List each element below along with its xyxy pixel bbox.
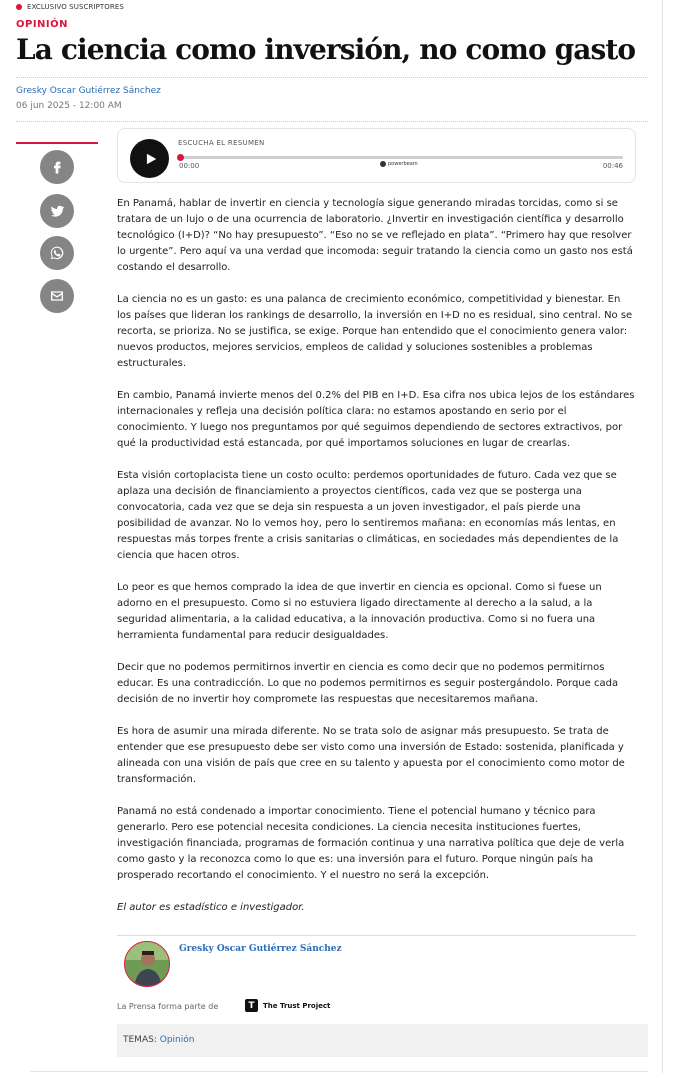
exclusive-dot-icon — [16, 4, 22, 10]
article-paragraph: Panamá no está condenado a importar conocimiento. Tiene el potencial humano y técnico para generarlo. Pero ese potencial necesita condiciones. La ciencia necesita instituciones fuertes, investigación financiada, programas de formación continua y una narrativa política que deje de verla como gasto y la reconozca como lo que es: una inversión para el futuro. Porque ningún país ha prosperado recortando el conocimiento. Y el nuestro no será la excepción. — [117, 806, 625, 881]
tags-bar — [117, 1024, 648, 1057]
trust-project-label: The Trust Project — [263, 1001, 331, 1010]
share-facebook-button[interactable] — [40, 150, 74, 184]
article-paragraph: Decir que no podemos permitirnos invertir en ciencia es como decir que no podemos permitirnos educar. Es una contradicción. Lo que no podemos permitirnos es seguir postergándolo. Porque cada decisión de no invertir hoy compromete las respuestas que necesitaremos mañana. — [117, 662, 619, 705]
divider — [16, 77, 648, 78]
progress-bar[interactable] — [180, 156, 623, 159]
author-avatar[interactable] — [124, 941, 170, 987]
time-current: 00:00 — [179, 162, 200, 170]
section-label[interactable]: OPINIÓN — [16, 19, 69, 30]
progress-knob[interactable] — [177, 154, 184, 161]
author-box-name[interactable]: Gresky Oscar Gutiérrez Sánchez — [179, 944, 342, 954]
powerbeam-label: powerbeam — [388, 161, 418, 167]
article-paragraph: Esta visión cortoplacista tiene un costo oculto: perdemos oportunidades de futuro. Cada vez que se aplaza una decisión de financiamiento a proyectos científicos, cada vez que se posterga una convocatoria, cada vez que se deja sin respuesta a un joven investigador, el país pierde una posibilidad de avanzar. No lo vemos hoy, pero lo sentiremos mañana: en economías más lentas, en respuestas más torpes frente a crisis sanitarias o climáticas, en sociedades más dependientes de la ciencia que hacen otros. — [117, 470, 619, 561]
exclusive-label: EXCLUSIVO SUSCRIPTORES — [27, 3, 124, 11]
share-whatsapp-button[interactable] — [40, 236, 74, 270]
audio-player — [117, 128, 636, 183]
article-paragraph: Es hora de asumir una mirada diferente. No se trata solo de asignar más presupuesto. Se trata de entender que ese presupuesto debe ser visto como una inversión de Estado: sostenida, planificada y alineada con una visión de país que cree en su talento y apuesta por el conocimiento como motor de transformación. — [117, 726, 625, 785]
share-divider — [16, 142, 98, 144]
article-paragraph: En cambio, Panamá invierte menos del 0.2% del PIB en I+D. Esa cifra nos ubica lejos de los estándares internacionales y refleja una decisión política clara: no estamos apostando en serio por el conocimiento. Y luego nos preguntamos por qué seguimos dependiendo de sectores extractivos, por qué la productividad está estancada, por qué importamos soluciones en lugar de crearlas. — [117, 390, 635, 449]
divider — [16, 121, 648, 122]
exclusive-badge — [16, 3, 124, 11]
author-link[interactable]: Gresky Oscar Gutiérrez Sánchez — [16, 86, 161, 96]
share-twitter-button[interactable] — [40, 194, 74, 228]
author-signature: El autor es estadístico e investigador. — [117, 902, 305, 913]
powerbeam-icon — [380, 161, 386, 167]
email-icon — [49, 288, 65, 304]
article-paragraph: Lo peor es que hemos comprado la idea de que invertir en ciencia es opcional. Como si fuese un adorno en el presupuesto. Como si no estuviera ligado directamente al derecho a la salud, a la seguridad alimentaria, a la calidad educativa, a la innovación productiva. Como si no fuera una herramienta fundamental para reducir desigualdades. — [117, 582, 602, 641]
article-body — [117, 196, 637, 932]
tags-label: TEMAS: — [123, 1035, 157, 1045]
article-paragraph: En Panamá, hablar de invertir en ciencia y tecnología sigue generando miradas torcidas, como si se tratara de un lujo o de una ocurrencia de laboratorio. ¿Invertir en investigación científica y desarrollo tecnológico (I+D)? “No hay presupuesto”. “Eso no se ve reflejado en plata”. “Primero hay que resolver lo urgente”. Pero aquí va una verdad que incomoda: seguir tratando la ciencia como un gasto nos está costando el desarrollo. — [117, 198, 633, 273]
trust-text: La Prensa forma parte de — [117, 1002, 219, 1011]
twitter-icon — [49, 203, 65, 219]
facebook-icon — [49, 159, 65, 175]
divider — [117, 935, 636, 936]
author-photo — [125, 942, 170, 987]
player-label: ESCUCHA EL RESUMEN — [178, 139, 265, 147]
play-button[interactable] — [130, 139, 169, 178]
right-border — [662, 0, 663, 1073]
article-paragraph: La ciencia no es un gasto: es una palanca de crecimiento económico, competitividad y bienestar. En los países que lideran los rankings de desarrollo, la inversión en I+D no es residual, sino central. No se recorta, se prioriza. No se justifica, se exige. Porque han entendido que el conocimiento genera valor: nuevos productos, mejores servicios, empleos de calidad y soluciones sostenibles a problemas estructurales. — [117, 294, 633, 369]
footer-divider — [30, 1071, 648, 1072]
powerbeam-logo — [380, 161, 418, 167]
time-total: 00:46 — [602, 162, 623, 170]
trust-project-logo[interactable] — [245, 999, 330, 1012]
play-icon — [144, 152, 158, 166]
tag-link[interactable]: Opinión — [159, 1035, 195, 1045]
whatsapp-icon — [49, 245, 65, 261]
share-email-button[interactable] — [40, 279, 74, 313]
page-title: La ciencia como inversión, no como gasto — [16, 33, 636, 66]
publish-date: 06 jun 2025 - 12:00 AM — [16, 101, 122, 111]
trust-project-icon: T — [245, 999, 258, 1012]
